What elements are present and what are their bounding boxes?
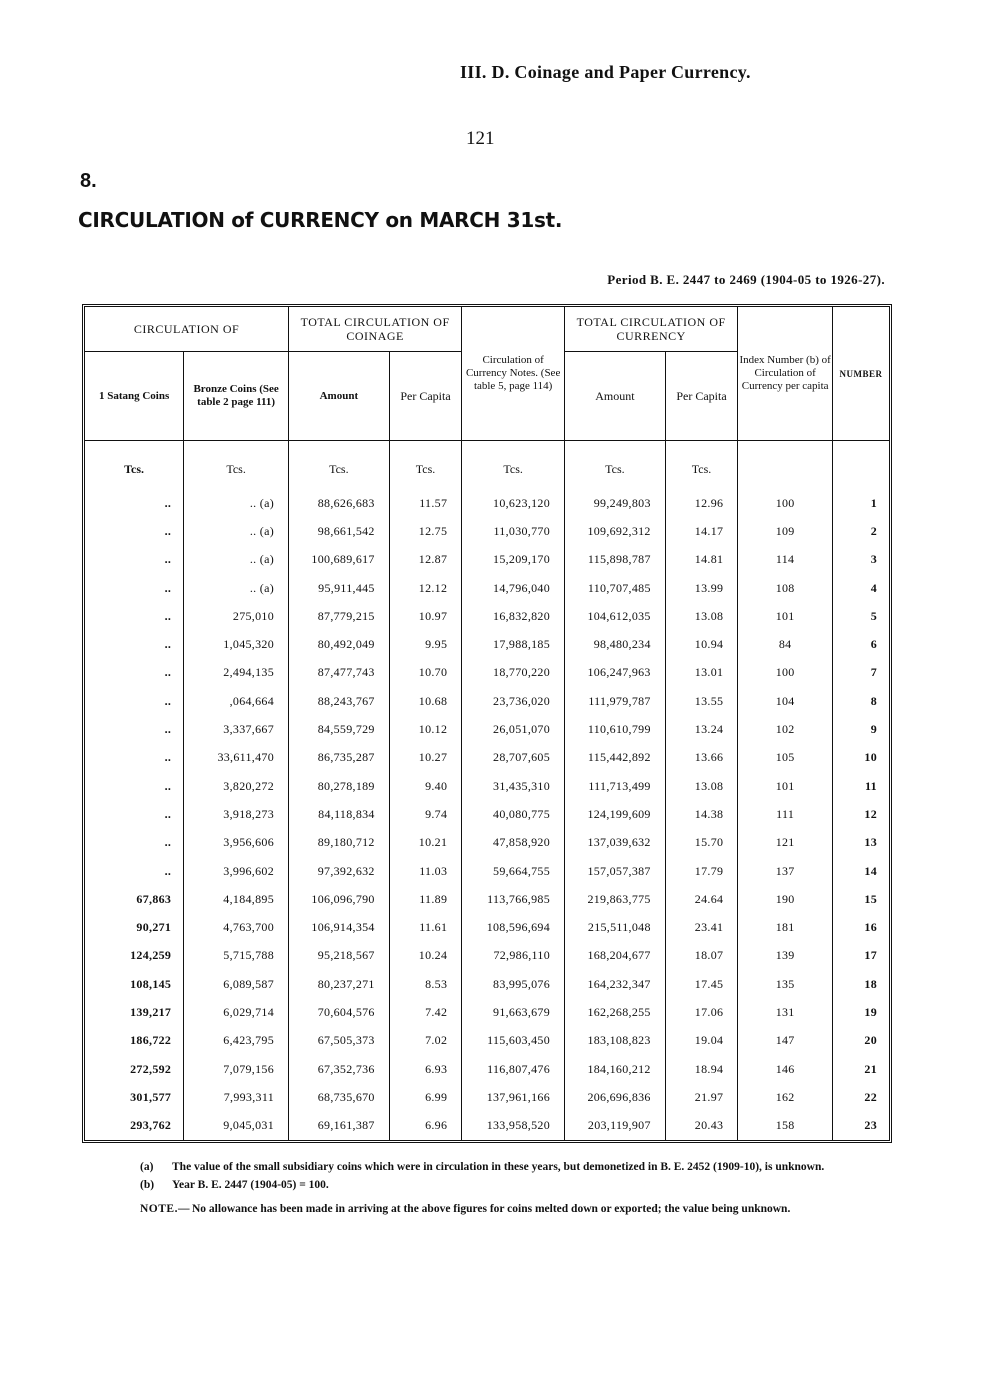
cell-bronze: 4,184,895 — [184, 885, 289, 913]
cell-currency-amount: 164,232,347 — [565, 970, 666, 998]
cell-satang: 67,863 — [136, 891, 172, 906]
note-text: No allowance has been made in arriving at the above figures for coins melted down or exported; the value being unknown. — [192, 1203, 791, 1215]
header-number: NUMBER — [833, 307, 890, 441]
cell-currency-amount: 111,979,787 — [565, 687, 666, 715]
cell-coinage-per-capita: 10.12 — [389, 715, 462, 743]
footnote-b-mark: (b) — [140, 1179, 155, 1191]
cell-currency-per-capita: 17.79 — [665, 857, 738, 885]
cell-satang: .. — [164, 722, 172, 737]
cell-currency-amount: 219,863,775 — [565, 885, 666, 913]
cell-coinage-per-capita: 7.42 — [389, 998, 462, 1026]
cell-coinage-per-capita: 8.53 — [389, 970, 462, 998]
cell-currency-per-capita: 14.81 — [665, 546, 738, 574]
cell-currency-notes: 59,664,755 — [462, 857, 565, 885]
cell-bronze: 3,820,272 — [184, 772, 289, 800]
cell-index: 100 — [738, 659, 833, 687]
cell-currency-per-capita: 10.94 — [665, 630, 738, 658]
footnote-b — [140, 1178, 900, 1192]
cell-satang: 301,577 — [130, 1089, 172, 1104]
header-total-currency: TOTAL CIRCULATION OF CURRENCY — [565, 307, 738, 352]
cell-currency-notes: 83,995,076 — [462, 970, 565, 998]
footnote-b-text: Year B. E. 2447 (1904-05) = 100. — [172, 1179, 329, 1191]
cell-currency-per-capita: 21.97 — [665, 1083, 738, 1111]
cell-coinage-per-capita: 12.87 — [389, 546, 462, 574]
table-row — [85, 517, 889, 545]
cell-currency-per-capita: 17.45 — [665, 970, 738, 998]
cell-satang: .. — [164, 863, 172, 878]
header-currency-amount: Amount — [565, 352, 666, 441]
cell-coinage-per-capita: 6.93 — [389, 1055, 462, 1083]
cell-coinage-per-capita: 12.75 — [389, 517, 462, 545]
cell-currency-per-capita: 13.99 — [665, 574, 738, 602]
header-index-number: Index Number (b) of Circulation of Currency per capita — [738, 307, 833, 441]
cell-index: 84 — [738, 630, 833, 658]
cell-currency-per-capita: 20.43 — [665, 1112, 738, 1140]
cell-currency-amount: 115,898,787 — [565, 546, 666, 574]
table-number: 8. — [80, 170, 97, 192]
cell-currency-per-capita: 14.38 — [665, 800, 738, 828]
cell-currency-amount: 110,707,485 — [565, 574, 666, 602]
cell-coinage-per-capita: 11.89 — [389, 885, 462, 913]
cell-number: 9 — [833, 715, 890, 743]
cell-satang: .. — [164, 693, 172, 708]
cell-currency-notes: 116,807,476 — [462, 1055, 565, 1083]
header-satang-coins: 1 Satang Coins — [85, 352, 184, 441]
footnote-note — [140, 1202, 900, 1216]
note-label: NOTE.— — [140, 1203, 190, 1215]
cell-number: 15 — [833, 885, 890, 913]
cell-bronze: 3,956,606 — [184, 829, 289, 857]
cell-index: 101 — [738, 772, 833, 800]
table-row — [85, 715, 889, 743]
header-currency-notes: Circulation of Currency Notes. (See table 5, page 114) — [462, 307, 565, 441]
table-row — [85, 630, 889, 658]
cell-currency-notes: 10,623,120 — [462, 489, 565, 517]
cell-number: 10 — [833, 744, 890, 772]
cell-currency-amount: 109,692,312 — [565, 517, 666, 545]
header-circulation-of: CIRCULATION OF — [85, 307, 289, 352]
footnote-a-mark: (a) — [140, 1161, 154, 1173]
cell-satang: 272,592 — [130, 1061, 172, 1076]
cell-index: 100 — [738, 489, 833, 517]
cell-number: 18 — [833, 970, 890, 998]
cell-coinage-amount: 106,096,790 — [289, 885, 390, 913]
cell-currency-notes: 14,796,040 — [462, 574, 565, 602]
cell-satang: .. — [164, 806, 172, 821]
cell-currency-per-capita: 13.01 — [665, 659, 738, 687]
cell-satang: .. — [164, 750, 172, 765]
cell-satang: .. — [164, 665, 172, 680]
cell-currency-notes: 47,858,920 — [462, 829, 565, 857]
footnote-a-text: The value of the small subsidiary coins which were in circulation in these years, but demonetized in B. E. 2452 (1909-10), is unknown. — [172, 1161, 825, 1173]
cell-index: 139 — [738, 942, 833, 970]
cell-currency-per-capita: 15.70 — [665, 829, 738, 857]
cell-satang: .. — [164, 580, 172, 595]
cell-bronze: 6,029,714 — [184, 998, 289, 1026]
cell-currency-amount: 115,442,892 — [565, 744, 666, 772]
section-title: III. D. Coinage and Paper Currency. — [460, 62, 751, 82]
table-row — [85, 744, 889, 772]
cell-satang: .. — [164, 523, 172, 538]
cell-index: 131 — [738, 998, 833, 1026]
footnote-a — [140, 1160, 900, 1174]
cell-currency-per-capita: 18.94 — [665, 1055, 738, 1083]
cell-index: 105 — [738, 744, 833, 772]
cell-bronze: 3,337,667 — [184, 715, 289, 743]
cell-satang: 139,217 — [130, 1004, 172, 1019]
cell-currency-notes: 16,832,820 — [462, 602, 565, 630]
cell-currency-per-capita: 23.41 — [665, 913, 738, 941]
units-row — [85, 441, 889, 480]
header-coinage-per-capita: Per Capita — [389, 352, 462, 441]
table-row — [85, 1027, 889, 1055]
cell-currency-amount: 99,249,803 — [565, 489, 666, 517]
unit-number — [833, 441, 890, 480]
cell-index: 104 — [738, 687, 833, 715]
header-total-coinage: TOTAL CIRCULATION OF COINAGE — [289, 307, 462, 352]
cell-bronze: 33,611,470 — [184, 744, 289, 772]
cell-satang: .. — [164, 835, 172, 850]
unit-currency-per-capita: Tcs. — [665, 441, 738, 480]
cell-bronze: 6,423,795 — [184, 1027, 289, 1055]
cell-index: 137 — [738, 857, 833, 885]
cell-currency-amount: 110,610,799 — [565, 715, 666, 743]
footnotes — [140, 1160, 900, 1216]
cell-number: 20 — [833, 1027, 890, 1055]
cell-satang: .. — [164, 778, 172, 793]
cell-currency-notes: 91,663,679 — [462, 998, 565, 1026]
cell-number: 19 — [833, 998, 890, 1026]
cell-coinage-amount: 84,118,834 — [289, 800, 390, 828]
cell-coinage-per-capita: 10.21 — [389, 829, 462, 857]
cell-bronze: 3,918,273 — [184, 800, 289, 828]
header-bronze-coins: Bronze Coins (See table 2 page 111) — [184, 352, 289, 441]
cell-bronze: 275,010 — [184, 602, 289, 630]
cell-number: 7 — [833, 659, 890, 687]
cell-bronze: 2,494,135 — [184, 659, 289, 687]
cell-bronze: 7,079,156 — [184, 1055, 289, 1083]
cell-bronze: 4,763,700 — [184, 913, 289, 941]
cell-currency-amount: 124,199,609 — [565, 800, 666, 828]
cell-bronze: .. (a) — [184, 517, 289, 545]
cell-number: 13 — [833, 829, 890, 857]
cell-currency-per-capita: 18.07 — [665, 942, 738, 970]
cell-index: 108 — [738, 574, 833, 602]
cell-currency-per-capita: 13.24 — [665, 715, 738, 743]
cell-coinage-amount: 97,392,632 — [289, 857, 390, 885]
cell-currency-amount: 183,108,823 — [565, 1027, 666, 1055]
cell-currency-notes: 40,080,775 — [462, 800, 565, 828]
cell-number: 17 — [833, 942, 890, 970]
cell-coinage-amount: 95,218,567 — [289, 942, 390, 970]
cell-currency-per-capita: 14.17 — [665, 517, 738, 545]
cell-currency-notes: 15,209,170 — [462, 546, 565, 574]
cell-satang: 293,762 — [130, 1118, 172, 1133]
cell-currency-amount: 168,204,677 — [565, 942, 666, 970]
cell-number: 23 — [833, 1112, 890, 1140]
cell-currency-amount: 157,057,387 — [565, 857, 666, 885]
table-row — [85, 970, 889, 998]
cell-currency-per-capita: 19.04 — [665, 1027, 738, 1055]
header-currency-per-capita: Per Capita — [665, 352, 738, 441]
table-row — [85, 1083, 889, 1111]
cell-coinage-amount: 70,604,576 — [289, 998, 390, 1026]
table-row — [85, 913, 889, 941]
cell-index: 190 — [738, 885, 833, 913]
cell-currency-amount: 98,480,234 — [565, 630, 666, 658]
cell-bronze: .. (a) — [184, 546, 289, 574]
cell-satang: 90,271 — [136, 920, 172, 935]
cell-currency-notes: 72,986,110 — [462, 942, 565, 970]
cell-currency-per-capita: 24.64 — [665, 885, 738, 913]
table-row — [85, 885, 889, 913]
cell-number: 12 — [833, 800, 890, 828]
cell-currency-amount: 203,119,907 — [565, 1112, 666, 1140]
table-row — [85, 829, 889, 857]
cell-index: 109 — [738, 517, 833, 545]
cell-coinage-per-capita: 10.70 — [389, 659, 462, 687]
cell-satang: .. — [164, 495, 172, 510]
cell-coinage-per-capita: 9.40 — [389, 772, 462, 800]
cell-coinage-amount: 84,559,729 — [289, 715, 390, 743]
table-row — [85, 772, 889, 800]
table-row — [85, 857, 889, 885]
cell-index: 146 — [738, 1055, 833, 1083]
cell-number: 11 — [833, 772, 890, 800]
unit-coinage-amount: Tcs. — [289, 441, 390, 480]
table-row — [85, 574, 889, 602]
period-subtitle: Period B. E. 2447 to 2469 (1904-05 to 1926-27). — [607, 272, 885, 287]
cell-index: 158 — [738, 1112, 833, 1140]
cell-currency-amount: 184,160,212 — [565, 1055, 666, 1083]
table-row — [85, 546, 889, 574]
cell-currency-per-capita: 13.66 — [665, 744, 738, 772]
cell-coinage-per-capita: 6.96 — [389, 1112, 462, 1140]
cell-number: 1 — [833, 489, 890, 517]
table-row — [85, 1055, 889, 1083]
cell-currency-notes: 108,596,694 — [462, 913, 565, 941]
cell-coinage-amount: 69,161,387 — [289, 1112, 390, 1140]
cell-bronze: 1,045,320 — [184, 630, 289, 658]
header-coinage-amount: Amount — [289, 352, 390, 441]
cell-number: 2 — [833, 517, 890, 545]
cell-satang: 186,722 — [130, 1033, 172, 1048]
cell-bronze: 9,045,031 — [184, 1112, 289, 1140]
cell-currency-notes: 133,958,520 — [462, 1112, 565, 1140]
table-row — [85, 659, 889, 687]
cell-currency-notes: 26,051,070 — [462, 715, 565, 743]
table-row — [85, 602, 889, 630]
cell-coinage-amount: 67,505,373 — [289, 1027, 390, 1055]
cell-number: 21 — [833, 1055, 890, 1083]
cell-currency-amount: 104,612,035 — [565, 602, 666, 630]
cell-satang: 108,145 — [130, 976, 172, 991]
cell-currency-amount: 137,039,632 — [565, 829, 666, 857]
cell-index: 162 — [738, 1083, 833, 1111]
cell-index: 102 — [738, 715, 833, 743]
cell-coinage-amount: 87,477,743 — [289, 659, 390, 687]
table-row — [85, 489, 889, 517]
cell-currency-per-capita: 17.06 — [665, 998, 738, 1026]
cell-bronze: ,064,664 — [184, 687, 289, 715]
cell-coinage-per-capita: 11.03 — [389, 857, 462, 885]
cell-coinage-amount: 88,626,683 — [289, 489, 390, 517]
cell-coinage-amount: 89,180,712 — [289, 829, 390, 857]
cell-currency-amount: 206,696,836 — [565, 1083, 666, 1111]
cell-satang: .. — [164, 637, 172, 652]
cell-index: 111 — [738, 800, 833, 828]
cell-currency-amount: 215,511,048 — [565, 913, 666, 941]
cell-number: 14 — [833, 857, 890, 885]
cell-index: 114 — [738, 546, 833, 574]
cell-index: 147 — [738, 1027, 833, 1055]
cell-number: 3 — [833, 546, 890, 574]
cell-index: 121 — [738, 829, 833, 857]
cell-coinage-per-capita: 11.57 — [389, 489, 462, 517]
unit-coinage-per-capita: Tcs. — [389, 441, 462, 480]
cell-currency-notes: 137,961,166 — [462, 1083, 565, 1111]
cell-currency-amount: 111,713,499 — [565, 772, 666, 800]
cell-bronze: 3,996,602 — [184, 857, 289, 885]
cell-currency-notes: 115,603,450 — [462, 1027, 565, 1055]
cell-satang: 124,259 — [130, 948, 172, 963]
table-row — [85, 1112, 889, 1140]
unit-bronze: Tcs. — [184, 441, 289, 480]
cell-currency-notes: 11,030,770 — [462, 517, 565, 545]
cell-coinage-per-capita: 12.12 — [389, 574, 462, 602]
cell-coinage-amount: 88,243,767 — [289, 687, 390, 715]
cell-currency-amount: 106,247,963 — [565, 659, 666, 687]
cell-currency-per-capita: 13.08 — [665, 602, 738, 630]
page-number: 121 — [466, 128, 495, 149]
cell-coinage-per-capita: 10.97 — [389, 602, 462, 630]
unit-currency-amount: Tcs. — [565, 441, 666, 480]
unit-index — [738, 441, 833, 480]
cell-coinage-amount: 100,689,617 — [289, 546, 390, 574]
cell-coinage-per-capita: 11.61 — [389, 913, 462, 941]
cell-coinage-amount: 80,492,049 — [289, 630, 390, 658]
table-row — [85, 942, 889, 970]
cell-number: 8 — [833, 687, 890, 715]
cell-coinage-amount: 86,735,287 — [289, 744, 390, 772]
cell-currency-notes: 23,736,020 — [462, 687, 565, 715]
cell-currency-per-capita: 13.55 — [665, 687, 738, 715]
cell-coinage-per-capita: 10.27 — [389, 744, 462, 772]
cell-number: 16 — [833, 913, 890, 941]
cell-coinage-per-capita: 10.24 — [389, 942, 462, 970]
cell-coinage-per-capita: 7.02 — [389, 1027, 462, 1055]
cell-bronze: 5,715,788 — [184, 942, 289, 970]
cell-number: 6 — [833, 630, 890, 658]
cell-coinage-per-capita: 6.99 — [389, 1083, 462, 1111]
cell-currency-notes: 113,766,985 — [462, 885, 565, 913]
cell-index: 181 — [738, 913, 833, 941]
cell-coinage-amount: 67,352,736 — [289, 1055, 390, 1083]
circulation-table — [82, 304, 892, 1143]
cell-currency-amount: 162,268,255 — [565, 998, 666, 1026]
cell-bronze: .. (a) — [184, 574, 289, 602]
cell-coinage-amount: 95,911,445 — [289, 574, 390, 602]
cell-coinage-amount: 80,278,189 — [289, 772, 390, 800]
cell-currency-notes: 28,707,605 — [462, 744, 565, 772]
unit-satang: Tcs. — [124, 462, 145, 476]
table-row — [85, 800, 889, 828]
table-row — [85, 998, 889, 1026]
cell-number: 5 — [833, 602, 890, 630]
cell-coinage-amount: 106,914,354 — [289, 913, 390, 941]
cell-coinage-amount: 87,779,215 — [289, 602, 390, 630]
cell-currency-notes: 31,435,310 — [462, 772, 565, 800]
cell-coinage-per-capita: 9.74 — [389, 800, 462, 828]
unit-notes: Tcs. — [462, 441, 565, 480]
cell-coinage-amount: 80,237,271 — [289, 970, 390, 998]
cell-currency-notes: 17,988,185 — [462, 630, 565, 658]
cell-number: 22 — [833, 1083, 890, 1111]
cell-bronze: 7,993,311 — [184, 1083, 289, 1111]
cell-coinage-amount: 98,661,542 — [289, 517, 390, 545]
cell-bronze: .. (a) — [184, 489, 289, 517]
cell-index: 101 — [738, 602, 833, 630]
cell-satang: .. — [164, 608, 172, 623]
cell-number: 4 — [833, 574, 890, 602]
cell-coinage-per-capita: 9.95 — [389, 630, 462, 658]
cell-coinage-amount: 68,735,670 — [289, 1083, 390, 1111]
cell-satang: .. — [164, 552, 172, 567]
cell-currency-notes: 18,770,220 — [462, 659, 565, 687]
spacer-row — [85, 479, 889, 489]
cell-coinage-per-capita: 10.68 — [389, 687, 462, 715]
cell-currency-per-capita: 12.96 — [665, 489, 738, 517]
cell-currency-per-capita: 13.08 — [665, 772, 738, 800]
cell-bronze: 6,089,587 — [184, 970, 289, 998]
table-row — [85, 687, 889, 715]
page-title: CIRCULATION of CURRENCY on MARCH 31st. — [78, 208, 563, 232]
cell-index: 135 — [738, 970, 833, 998]
